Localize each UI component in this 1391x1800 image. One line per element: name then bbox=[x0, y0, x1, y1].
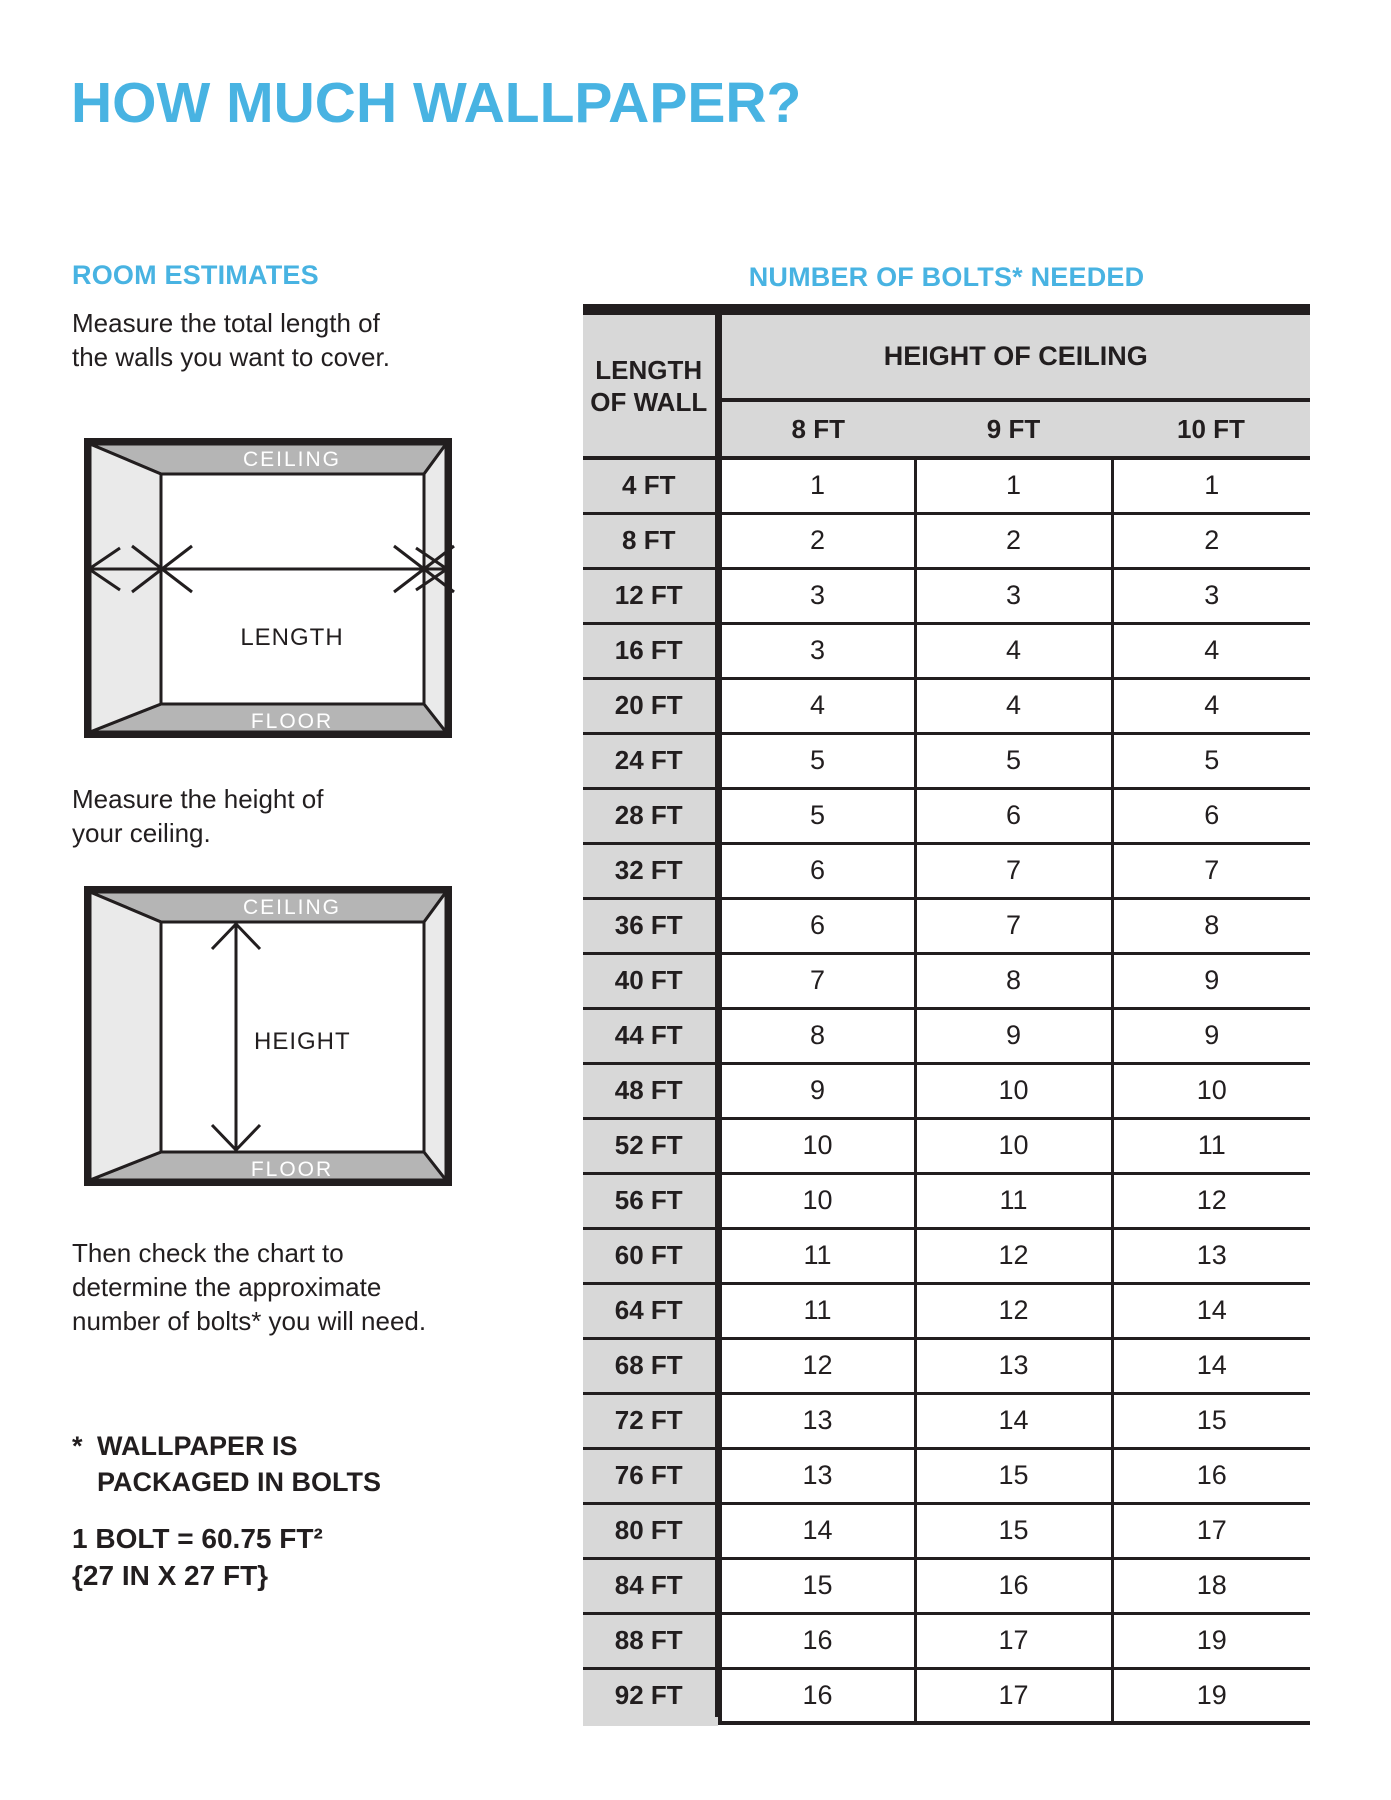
table-row bbox=[583, 1338, 1310, 1393]
wall-length-cell: 20 FT bbox=[583, 678, 718, 733]
table-row bbox=[583, 1668, 1310, 1723]
col-header-10ft: 10 FT bbox=[1112, 400, 1310, 458]
bolts-value-cell: 15 bbox=[718, 1558, 915, 1613]
bolts-value-cell: 13 bbox=[718, 1448, 915, 1503]
bolts-value-cell: 19 bbox=[1112, 1668, 1310, 1723]
bolts-value-cell: 10 bbox=[915, 1118, 1112, 1173]
bolts-value-cell: 17 bbox=[915, 1613, 1112, 1668]
length-of-wall-line1: LENGTH bbox=[595, 354, 703, 385]
bolts-value-cell: 4 bbox=[1112, 678, 1310, 733]
bolts-value-cell: 16 bbox=[1112, 1448, 1310, 1503]
step3-text bbox=[72, 1236, 426, 1338]
bolt-equation: 1 BOLT = 60.75 FT² bbox=[72, 1523, 323, 1554]
ceiling-label: CEILING bbox=[242, 896, 342, 919]
back-wall bbox=[161, 474, 424, 704]
room-height-diagram bbox=[84, 886, 452, 1186]
table-top-border bbox=[583, 304, 1310, 315]
table-row bbox=[583, 733, 1310, 788]
length-of-wall-line2: OF WALL bbox=[590, 386, 708, 417]
wall-length-cell: 8 FT bbox=[583, 513, 718, 568]
table-row bbox=[583, 568, 1310, 623]
wall-length-cell: 56 FT bbox=[583, 1173, 718, 1228]
col-header-9ft: 9 FT bbox=[915, 400, 1112, 458]
step3-line1: Then check the chart to bbox=[72, 1238, 344, 1268]
bolts-value-cell: 15 bbox=[915, 1503, 1112, 1558]
bolts-value-cell: 16 bbox=[718, 1668, 915, 1723]
bolts-value-cell: 10 bbox=[718, 1173, 915, 1228]
bolts-value-cell: 12 bbox=[915, 1228, 1112, 1283]
table-row bbox=[583, 1118, 1310, 1173]
room-length-diagram bbox=[84, 438, 452, 738]
table-row bbox=[583, 623, 1310, 678]
bolts-value-cell: 1 bbox=[718, 458, 915, 513]
wall-length-cell: 76 FT bbox=[583, 1448, 718, 1503]
bolt-table-body bbox=[583, 458, 1310, 1723]
bolts-value-cell: 9 bbox=[1112, 1008, 1310, 1063]
bolts-value-cell: 17 bbox=[915, 1668, 1112, 1723]
bolts-value-cell: 7 bbox=[915, 898, 1112, 953]
bolts-value-cell: 3 bbox=[718, 568, 915, 623]
wall-length-cell: 60 FT bbox=[583, 1228, 718, 1283]
wall-length-cell: 4 FT bbox=[583, 458, 718, 513]
bolts-value-cell: 2 bbox=[1112, 513, 1310, 568]
wall-length-cell: 24 FT bbox=[583, 733, 718, 788]
step2-line2: your ceiling. bbox=[72, 818, 211, 848]
bolts-value-cell: 16 bbox=[915, 1558, 1112, 1613]
bolts-value-cell: 11 bbox=[718, 1283, 915, 1338]
wall-length-cell: 28 FT bbox=[583, 788, 718, 843]
wall-length-cell: 52 FT bbox=[583, 1118, 718, 1173]
bolts-value-cell: 6 bbox=[718, 843, 915, 898]
table-row bbox=[583, 1173, 1310, 1228]
bolts-footnote bbox=[72, 1428, 381, 1500]
left-wall bbox=[90, 892, 161, 1180]
bolts-value-cell: 6 bbox=[915, 788, 1112, 843]
table-header-row-1 bbox=[583, 315, 1310, 400]
bolts-value-cell: 16 bbox=[718, 1613, 915, 1668]
bolts-value-cell: 14 bbox=[1112, 1283, 1310, 1338]
bolts-value-cell: 10 bbox=[1112, 1063, 1310, 1118]
bolts-value-cell: 12 bbox=[1112, 1173, 1310, 1228]
step1-line1: Measure the total length of bbox=[72, 308, 380, 338]
step2-text bbox=[72, 782, 324, 850]
wall-length-cell: 72 FT bbox=[583, 1393, 718, 1448]
height-label: HEIGHT bbox=[254, 1028, 351, 1055]
wall-length-cell: 48 FT bbox=[583, 1063, 718, 1118]
table-row bbox=[583, 1503, 1310, 1558]
table-footer-tab bbox=[583, 1717, 718, 1726]
bolts-value-cell: 18 bbox=[1112, 1558, 1310, 1613]
wall-length-cell: 68 FT bbox=[583, 1338, 718, 1393]
bolts-value-cell: 12 bbox=[915, 1283, 1112, 1338]
table-row bbox=[583, 843, 1310, 898]
right-wall bbox=[424, 444, 446, 732]
ceiling-label: CEILING bbox=[242, 448, 342, 471]
bolts-value-cell: 4 bbox=[915, 623, 1112, 678]
bolts-value-cell: 9 bbox=[915, 1008, 1112, 1063]
bolts-value-cell: 3 bbox=[1112, 568, 1310, 623]
table-row bbox=[583, 1008, 1310, 1063]
step1-line2: the walls you want to cover. bbox=[72, 342, 390, 372]
floor-label: FLOOR bbox=[250, 1158, 334, 1181]
bolts-value-cell: 5 bbox=[1112, 733, 1310, 788]
wall-length-cell: 36 FT bbox=[583, 898, 718, 953]
table-row bbox=[583, 513, 1310, 568]
col-header-8ft: 8 FT bbox=[718, 400, 915, 458]
bolts-value-cell: 11 bbox=[915, 1173, 1112, 1228]
bolts-value-cell: 2 bbox=[915, 513, 1112, 568]
bolts-value-cell: 11 bbox=[718, 1228, 915, 1283]
bolts-value-cell: 10 bbox=[718, 1118, 915, 1173]
bolts-value-cell: 1 bbox=[915, 458, 1112, 513]
bolts-needed-heading: NUMBER OF BOLTS* NEEDED bbox=[748, 262, 1145, 292]
wall-length-cell: 88 FT bbox=[583, 1613, 718, 1668]
table-row bbox=[583, 1448, 1310, 1503]
bolts-value-cell: 9 bbox=[1112, 953, 1310, 1008]
bolts-value-cell: 13 bbox=[915, 1338, 1112, 1393]
bolts-value-cell: 2 bbox=[718, 513, 915, 568]
footnote-line1: WALLPAPER IS bbox=[97, 1431, 298, 1461]
bolts-value-cell: 11 bbox=[1112, 1118, 1310, 1173]
floor-label: FLOOR bbox=[250, 710, 334, 733]
bolts-value-cell: 3 bbox=[915, 568, 1112, 623]
bolts-value-cell: 8 bbox=[1112, 898, 1310, 953]
bolts-value-cell: 8 bbox=[915, 953, 1112, 1008]
bolts-value-cell: 6 bbox=[718, 898, 915, 953]
bolts-value-cell: 1 bbox=[1112, 458, 1310, 513]
bolts-table-container bbox=[583, 315, 1310, 1725]
bolts-value-cell: 14 bbox=[1112, 1338, 1310, 1393]
asterisk: * bbox=[72, 1431, 83, 1461]
table-row bbox=[583, 1613, 1310, 1668]
bolts-value-cell: 19 bbox=[1112, 1613, 1310, 1668]
step3-line2: determine the approximate bbox=[72, 1272, 382, 1302]
table-row bbox=[583, 1393, 1310, 1448]
bolts-value-cell: 8 bbox=[718, 1008, 915, 1063]
height-of-ceiling-header: HEIGHT OF CEILING bbox=[718, 315, 1310, 400]
bolts-table bbox=[583, 315, 1310, 1725]
bolts-value-cell: 13 bbox=[718, 1393, 915, 1448]
bolts-value-cell: 4 bbox=[718, 678, 915, 733]
bolts-value-cell: 3 bbox=[718, 623, 915, 678]
bolts-value-cell: 14 bbox=[915, 1393, 1112, 1448]
wall-length-cell: 44 FT bbox=[583, 1008, 718, 1063]
table-row bbox=[583, 1558, 1310, 1613]
bolts-value-cell: 12 bbox=[718, 1338, 915, 1393]
bolts-value-cell: 4 bbox=[1112, 623, 1310, 678]
table-row bbox=[583, 953, 1310, 1008]
left-wall bbox=[90, 444, 161, 732]
wall-length-cell: 92 FT bbox=[583, 1668, 718, 1723]
bolts-value-cell: 5 bbox=[915, 733, 1112, 788]
wall-length-cell: 40 FT bbox=[583, 953, 718, 1008]
table-row bbox=[583, 1063, 1310, 1118]
wall-length-cell: 64 FT bbox=[583, 1283, 718, 1338]
wall-length-cell: 80 FT bbox=[583, 1503, 718, 1558]
bolts-value-cell: 10 bbox=[915, 1063, 1112, 1118]
room-estimates-heading: ROOM ESTIMATES bbox=[72, 260, 319, 290]
bolt-dimensions: {27 IN X 27 FT} bbox=[72, 1560, 269, 1591]
bolts-value-cell: 15 bbox=[915, 1448, 1112, 1503]
table-row bbox=[583, 458, 1310, 513]
bolts-value-cell: 9 bbox=[718, 1063, 915, 1118]
bolts-value-cell: 14 bbox=[718, 1503, 915, 1558]
bolts-value-cell: 4 bbox=[915, 678, 1112, 733]
bolts-value-cell: 7 bbox=[718, 953, 915, 1008]
bolts-value-cell: 13 bbox=[1112, 1228, 1310, 1283]
table-row bbox=[583, 678, 1310, 733]
step1-text bbox=[72, 306, 390, 374]
wall-length-cell: 84 FT bbox=[583, 1558, 718, 1613]
table-row bbox=[583, 788, 1310, 843]
table-row bbox=[583, 1283, 1310, 1338]
wall-length-cell: 12 FT bbox=[583, 568, 718, 623]
table-row bbox=[583, 898, 1310, 953]
bolts-value-cell: 6 bbox=[1112, 788, 1310, 843]
step3-line3: number of bolts* you will need. bbox=[72, 1306, 427, 1336]
wall-length-cell: 32 FT bbox=[583, 843, 718, 898]
step2-line1: Measure the height of bbox=[72, 784, 324, 814]
length-label: LENGTH bbox=[240, 624, 344, 651]
bolts-value-cell: 5 bbox=[718, 733, 915, 788]
bolts-value-cell: 5 bbox=[718, 788, 915, 843]
wall-length-cell: 16 FT bbox=[583, 623, 718, 678]
footnote-line2: PACKAGED IN BOLTS bbox=[97, 1467, 382, 1497]
right-wall bbox=[424, 892, 446, 1180]
bolts-value-cell: 17 bbox=[1112, 1503, 1310, 1558]
bolts-value-cell: 7 bbox=[915, 843, 1112, 898]
length-of-wall-header bbox=[583, 315, 718, 458]
bolt-size-info bbox=[72, 1520, 323, 1594]
bolts-value-cell: 15 bbox=[1112, 1393, 1310, 1448]
page-title: HOW MUCH WALLPAPER? bbox=[71, 71, 802, 135]
table-row bbox=[583, 1228, 1310, 1283]
bolts-value-cell: 7 bbox=[1112, 843, 1310, 898]
